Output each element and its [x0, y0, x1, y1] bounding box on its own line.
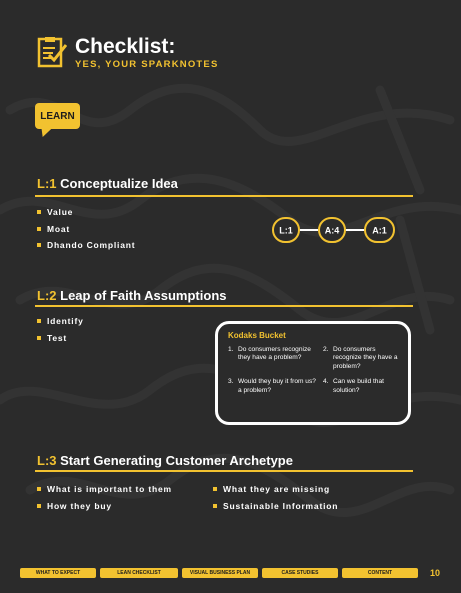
bucket-questions — [228, 346, 398, 395]
footer-tab-content[interactable]: CONTENT — [342, 568, 418, 578]
section-divider — [35, 195, 413, 197]
bullet-square-icon — [37, 487, 41, 491]
page-number: 10 — [430, 568, 441, 578]
list-item: Test — [37, 330, 84, 347]
section-code: L:1 — [37, 176, 57, 191]
bucket-question: 2. Do consumers recognize they have a problem? — [323, 346, 398, 370]
section-l2-list — [37, 313, 84, 346]
list-item: Dhando Compliant — [37, 237, 135, 254]
section-l3-list-right — [213, 481, 338, 514]
bullet-square-icon — [37, 504, 41, 508]
list-item: What they are missing — [213, 481, 338, 498]
bullet-square-icon — [37, 210, 41, 214]
section-code: L:3 — [37, 453, 57, 468]
section-l1-list — [37, 204, 135, 254]
footer-tab-visual-business-plan[interactable]: VISUAL BUSINESS PLAN — [182, 568, 258, 578]
footer-tab-lean-checklist[interactable]: LEAN CHECKLIST — [100, 568, 178, 578]
bullet-square-icon — [37, 243, 41, 247]
checklist-icon — [37, 36, 67, 68]
bucket-question: 3. Would they buy it from us? a problem? — [228, 378, 316, 394]
process-flow — [272, 217, 396, 243]
flow-node-label: A:1 — [372, 225, 387, 236]
bucket-title: Kodaks Bucket — [228, 331, 286, 340]
footer-tab-what-to-expect[interactable]: WHAT TO EXPECT — [20, 568, 96, 578]
list-item: How they buy — [37, 498, 172, 515]
section-title: Start Generating Customer Archetype — [60, 453, 293, 468]
list-item: What is important to them — [37, 481, 172, 498]
section-title: Conceptualize Idea — [60, 176, 178, 191]
bullet-square-icon — [37, 227, 41, 231]
list-item: Sustainable Information — [213, 498, 338, 515]
flow-node-label: A:4 — [324, 225, 340, 236]
bullet-square-icon — [213, 487, 217, 491]
page-title: Checklist: — [75, 35, 176, 58]
list-item: Value — [37, 204, 135, 221]
page-subtitle: YES, YOUR SPARKNOTES — [75, 59, 219, 70]
bullet-square-icon — [37, 319, 41, 323]
bucket-question: 4. Can we build that solution? — [323, 378, 384, 394]
section-divider — [35, 470, 413, 472]
section-code: L:2 — [37, 288, 57, 303]
learn-badge: LEARN — [35, 103, 80, 129]
footer-tab-case-studies[interactable]: CASE STUDIES — [262, 568, 338, 578]
section-heading-l3 — [37, 453, 293, 468]
section-l3-list-left — [37, 481, 172, 514]
bullet-square-icon — [213, 504, 217, 508]
list-item: Identify — [37, 313, 84, 330]
page-header — [37, 36, 218, 70]
section-heading-l1 — [37, 176, 178, 191]
section-heading-l2 — [37, 288, 226, 303]
footer-nav — [20, 568, 440, 578]
bullet-square-icon — [37, 336, 41, 340]
section-divider — [35, 305, 413, 307]
section-title: Leap of Faith Assumptions — [60, 288, 227, 303]
list-item: Moat — [37, 221, 135, 238]
kodaks-bucket-card — [215, 321, 411, 425]
bucket-question: 1. Do consumers recognize they have a problem? — [228, 346, 311, 362]
flow-node-label: L:1 — [279, 225, 293, 236]
